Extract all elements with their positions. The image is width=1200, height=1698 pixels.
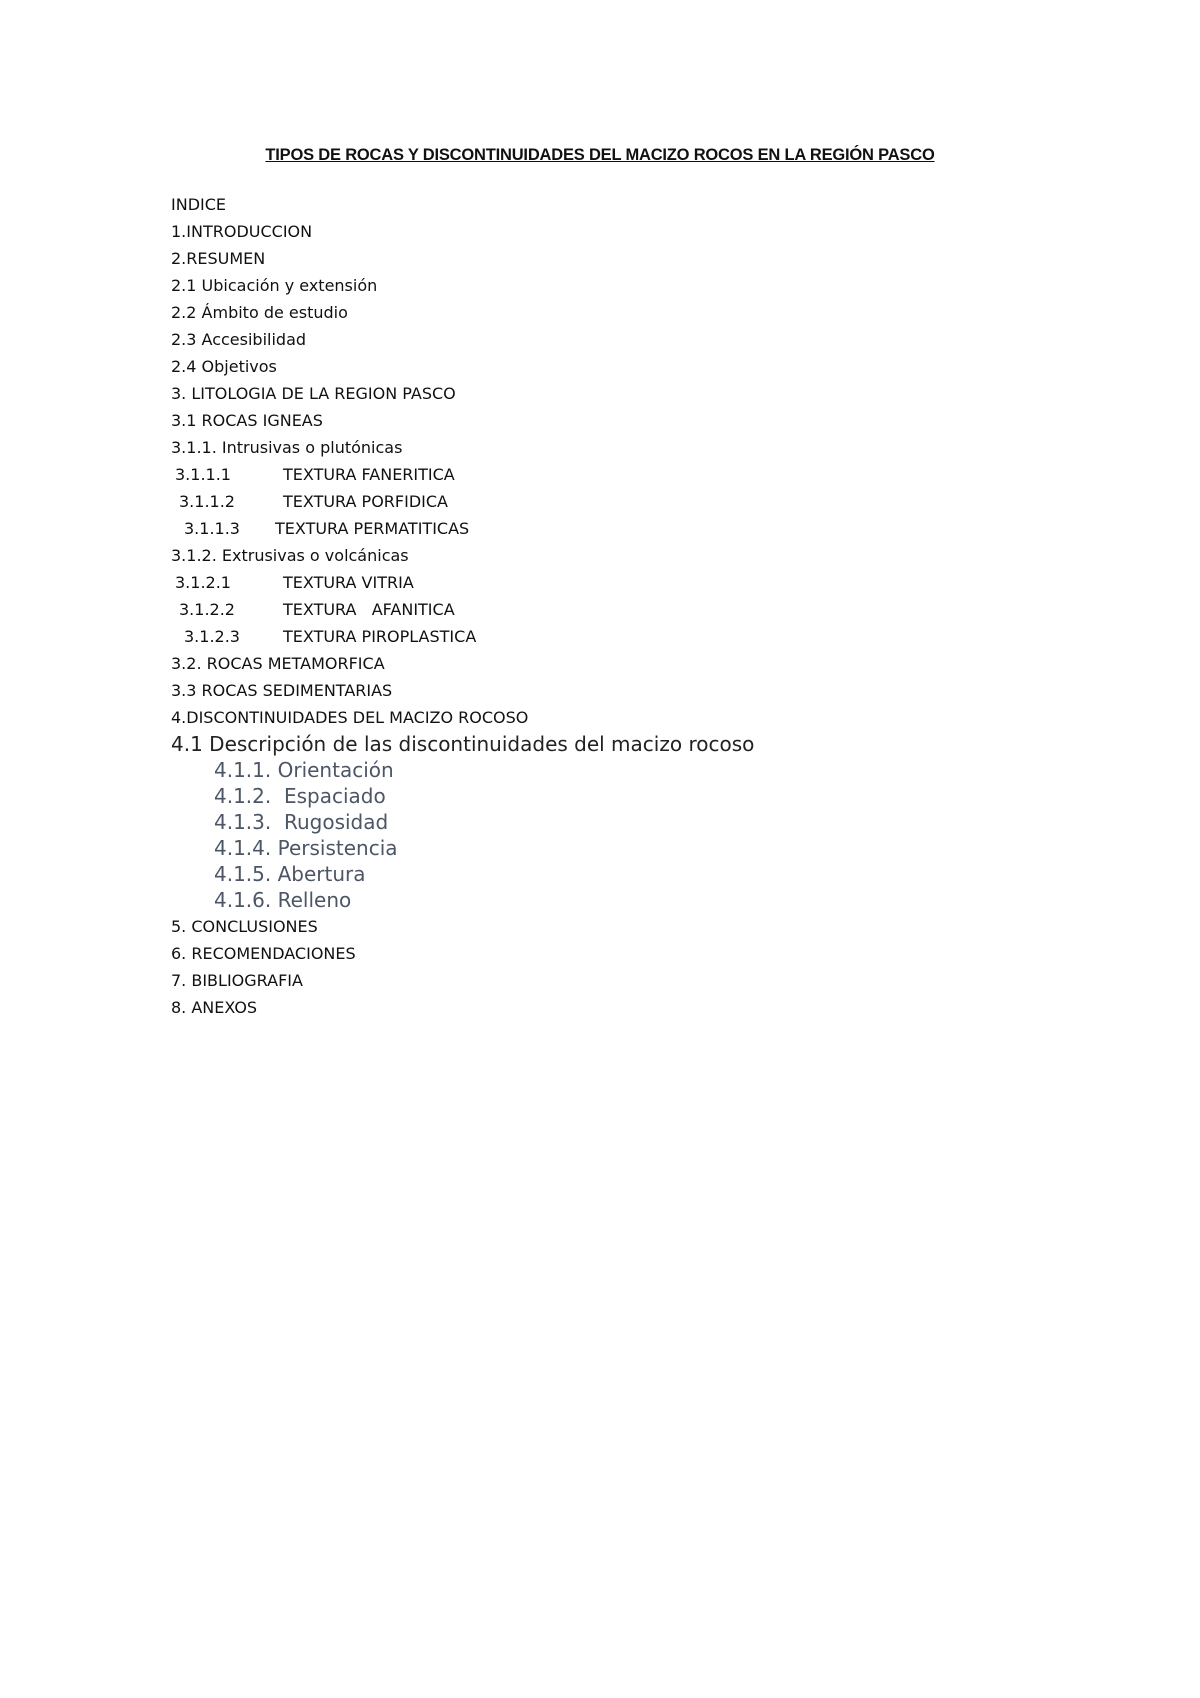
- toc-item-3-1-2-2: [171, 596, 754, 623]
- toc-item-number: 3.1.1.2: [179, 492, 235, 511]
- toc-item-text: TEXTURA AFANITICA: [283, 600, 455, 619]
- toc-item-4-1-2: 4.1.2. Espaciado: [214, 784, 386, 808]
- toc-item-3-3: 3.3 ROCAS SEDIMENTARIAS: [171, 681, 393, 700]
- toc-item-number: 3.1.2.2: [179, 600, 235, 619]
- toc-item-3-1-1-2: [171, 488, 754, 515]
- toc-item-5: 5. CONCLUSIONES: [171, 917, 318, 936]
- toc-item-2-3: 2.3 Accesibilidad: [171, 330, 307, 349]
- toc-item-4-1-4: 4.1.4. Persistencia: [214, 836, 398, 860]
- toc-item-text: TEXTURA VITRIA: [283, 573, 414, 592]
- toc-item-3-1-2-3: [171, 623, 754, 650]
- toc-item-4-1-6: 4.1.6. Relleno: [214, 888, 352, 912]
- toc-item-2-1: 2.1 Ubicación y extensión: [171, 276, 378, 295]
- toc-heading: INDICE: [171, 195, 227, 214]
- toc-item-text: TEXTURA FANERITICA: [283, 465, 455, 484]
- toc-item-4-1: 4.1 Descripción de las discontinuidades del macizo rocoso: [171, 732, 755, 756]
- toc-item-3: 3. LITOLOGIA DE LA REGION PASCO: [171, 384, 456, 403]
- toc-item-3-2: 3.2. ROCAS METAMORFICA: [171, 654, 385, 673]
- toc-item-3-1-1: 3.1.1. Intrusivas o plutónicas: [171, 438, 403, 457]
- toc-item-3-1-1-1: [171, 461, 754, 488]
- toc-item-2-4: 2.4 Objetivos: [171, 357, 277, 376]
- toc-item-4-1-1: 4.1.1. Orientación: [214, 758, 394, 782]
- toc-item-4-1-5: 4.1.5. Abertura: [214, 862, 366, 886]
- toc-item-7: 7. BIBLIOGRAFIA: [171, 971, 303, 990]
- toc-item-8: 8. ANEXOS: [171, 998, 258, 1017]
- toc-item-number: 3.1.1.1: [175, 465, 231, 484]
- toc-item-text: TEXTURA PERMATITICAS: [275, 519, 470, 538]
- toc-item-2-2: 2.2 Ámbito de estudio: [171, 303, 348, 322]
- toc-item-2: 2.RESUMEN: [171, 249, 266, 268]
- document-title: TIPOS DE ROCAS Y DISCONTINUIDADES DEL MACIZO ROCOS EN LA REGIÓN PASCO: [265, 146, 935, 164]
- toc-item-3-1-2: 3.1.2. Extrusivas o volcánicas: [171, 546, 409, 565]
- toc-item-6: 6. RECOMENDACIONES: [171, 944, 356, 963]
- table-of-contents: [171, 191, 754, 1021]
- toc-item-4-1-3: 4.1.3. Rugosidad: [214, 810, 389, 834]
- toc-item-3-1: 3.1 ROCAS IGNEAS: [171, 411, 323, 430]
- toc-item-text: TEXTURA PORFIDICA: [283, 492, 448, 511]
- toc-item-number: 3.1.2.1: [175, 573, 231, 592]
- toc-item-3-1-1-3: [171, 515, 754, 542]
- toc-item-3-1-2-1: [171, 569, 754, 596]
- toc-item-4: 4.DISCONTINUIDADES DEL MACIZO ROCOSO: [171, 708, 529, 727]
- toc-item-text: TEXTURA PIROPLASTICA: [283, 627, 477, 646]
- toc-item-1: 1.INTRODUCCION: [171, 222, 313, 241]
- toc-item-number: 3.1.1.3: [184, 519, 240, 538]
- toc-item-number: 3.1.2.3: [184, 627, 240, 646]
